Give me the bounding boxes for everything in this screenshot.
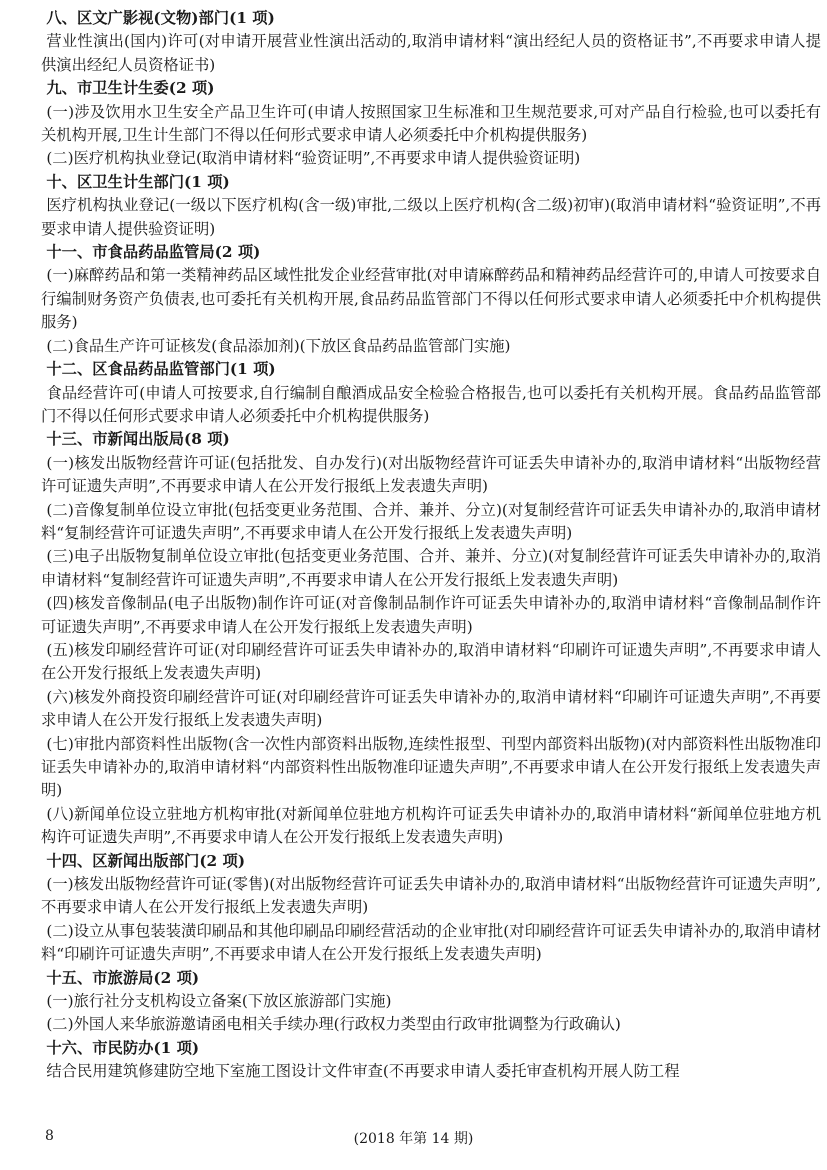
paragraph: 营业性演出(国内)许可(对申请开展营业性演出活动的,取消申请材料“演出经纪人员的资格证书”,不再要求申请人提供演出经纪人员资格证书) <box>41 32 821 74</box>
paragraph: (三)电子出版物复制单位设立审批(包括变更业务范围、合并、兼并、分立)(对复制经营许可证丢失申请补办的,取消申请材料“复制经营许可证遗失声明”,不再要求申请人在公开发行报纸上发表遗失声明) <box>41 547 821 589</box>
page-footer <box>0 1124 827 1148</box>
section-heading: 十一、市食品药品监管局(2 项) <box>46 243 261 262</box>
paragraph: (四)核发音像制品(电子出版物)制作许可证(对音像制品制作许可证丢失申请补办的,取消申请材料“音像制品制作许可证遗失声明”,不再要求申请人在公开发行报纸上发表遗失声明) <box>41 594 821 636</box>
section-heading: 九、市卫生计生委(2 项) <box>46 79 215 98</box>
section-heading: 十六、市民防办(1 项) <box>46 1038 200 1057</box>
paragraph: (六)核发外商投资印刷经营许可证(对印刷经营许可证丢失申请补办的,取消申请材料“印刷许可证遗失声明”,不再要求申请人在公开发行报纸上发表遗失声明) <box>41 687 821 730</box>
paragraph: (一)旅行社分支机构设立备案(下放区旅游部门实施) <box>46 992 392 1011</box>
section-heading: 十二、区食品药品监管部门(1 项) <box>46 360 276 379</box>
paragraph: (一)麻醉药品和第一类精神药品区域性批发企业经营审批(对申请麻醉药品和精神药品经营许可的,申请人可按要求自行编制财务资产负债表,也可委托有关机构开展,食品药品监管部门不得以任何形式要求申请人必须委托中介机构提供服务) <box>41 266 821 332</box>
section-heading: 十四、区新闻出版部门(2 项) <box>46 851 246 870</box>
paragraph: 食品经营许可(申请人可按要求,自行编制自酿酒成品安全检验合格报告,也可以委托有关机构开展。食品药品监管部门不得以任何形式要求申请人必须委托中介机构提供服务) <box>41 383 821 425</box>
page-number: 8 <box>45 1128 54 1144</box>
document-body <box>41 7 821 1084</box>
issue-label: (2018 年第 14 期) <box>353 1131 474 1147</box>
paragraph: (二)食品生产许可证核发(食品添加剂)(下放区食品药品监管部门实施) <box>46 336 511 355</box>
section-heading: 十三、市新闻出版局(8 项) <box>46 430 230 449</box>
paragraph: (一)核发出版物经营许可证(包括批发、自办发行)(对出版物经营许可证丢失申请补办的,取消申请材料“出版物经营许可证遗失声明”,不再要求申请人在公开发行报纸上发表遗失声明) <box>41 453 821 496</box>
paragraph: (二)外国人来华旅游邀请函电相关手续办理(行政权力类型由行政审批调整为行政确认) <box>46 1015 621 1034</box>
paragraph: (二)医疗机构执业登记(取消申请材料“验资证明”,不再要求申请人提供验资证明) <box>46 149 581 168</box>
section-heading: 八、区文广影视(文物)部门(1 项) <box>46 9 275 27</box>
paragraph: (二)设立从事包装装潢印刷品和其他印刷品印刷经营活动的企业审批(对印刷经营许可证丢失申请补办的,取消申请材料“印刷许可证遗失声明”,不再要求申请人在公开发行报纸上发表遗失声明) <box>41 921 821 964</box>
paragraph: (七)审批内部资料性出版物(含一次性内部资料出版物,连续性报型、刊型内部资料出版物)(对内部资料性出版物准印证丢失申请补办的,取消申请材料“内部资料性出版物准印证遗失声明”,不再要求申请人在公开发行报纸上发表遗失声明) <box>41 734 821 800</box>
paragraph: 医疗机构执业登记(一级以下医疗机构(含一级)审批,二级以上医疗机构(含二级)初审)(取消申请材料“验资证明”,不再要求申请人提供验资证明) <box>41 196 821 238</box>
paragraph: (五)核发印刷经营许可证(对印刷经营许可证丢失申请补办的,取消申请材料“印刷许可证遗失声明”,不再要求申请人在公开发行报纸上发表遗失声明) <box>41 640 821 683</box>
section-heading: 十五、市旅游局(2 项) <box>46 968 200 987</box>
paragraph: 结合民用建筑修建防空地下室施工图设计文件审查(不再要求申请人委托审查机构开展人防工程 <box>46 1062 680 1081</box>
paragraph: (一)核发出版物经营许可证(零售)(对出版物经营许可证丢失申请补办的,取消申请材料“出版物经营许可证遗失声明”,不再要求申请人在公开发行报纸上发表遗失声明) <box>41 875 821 917</box>
paragraph: (一)涉及饮用水卫生安全产品卫生许可(申请人按照国家卫生标准和卫生规范要求,可对产品自行检验,也可以委托有关机构开展,卫生计生部门不得以任何形式要求申请人必须委托中介机构提供服务) <box>41 102 821 145</box>
paragraph: (八)新闻单位设立驻地方机构审批(对新闻单位驻地方机构许可证丢失申请补办的,取消申请材料“新闻单位驻地方机构许可证遗失声明”,不再要求申请人在公开发行报纸上发表遗失声明) <box>41 804 821 847</box>
paragraph: (二)音像复制单位设立审批(包括变更业务范围、合并、兼并、分立)(对复制经营许可证丢失申请补办的,取消申请材料“复制经营许可证遗失声明”,不再要求申请人在公开发行报纸上发表遗失声明) <box>41 500 821 542</box>
section-heading: 十、区卫生计生部门(1 项) <box>46 172 230 191</box>
